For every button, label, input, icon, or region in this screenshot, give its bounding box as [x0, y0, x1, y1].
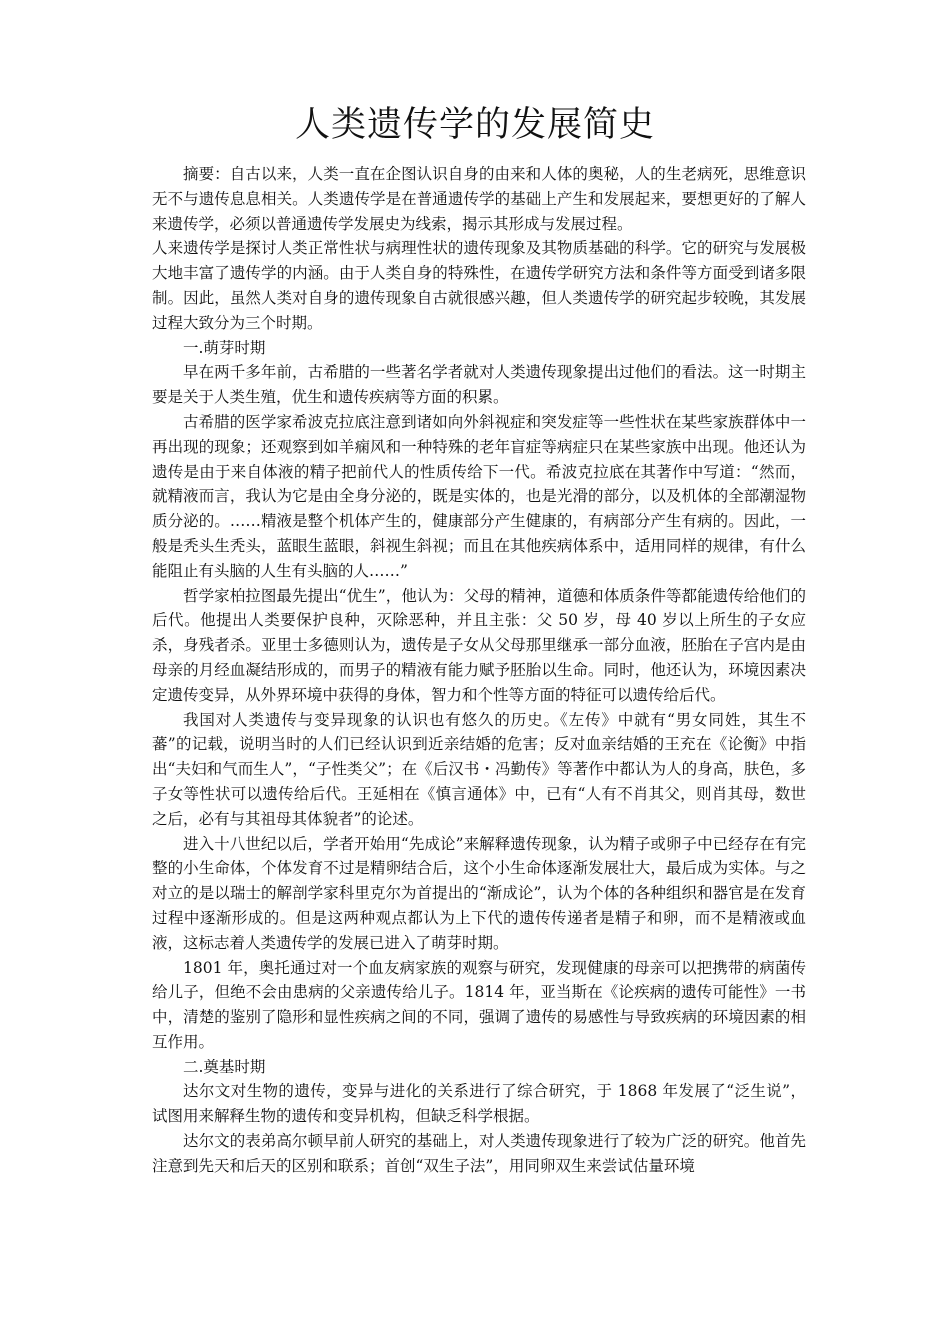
body-paragraph: 1801 年，奥托通过对一个血友病家族的观察与研究，发现健康的母亲可以把携带的病菌传给儿子，但绝不会由患病的父亲遗传给儿子。1814 年，亚当斯在《论疾病的遗传可能性》一书中，清楚的鉴别了隐形和显性疾病之间的不同，强调了遗传的易感性与导致疾病的环境因素的相互作用。 [152, 958, 806, 1051]
body-paragraph: 早在两千多年前，古希腊的一些著名学者就对人类遗传现象提出过他们的看法。这一时期主要是关于人类生殖，优生和遗传疾病等方面的积累。 [152, 363, 806, 407]
body-paragraph: 我国对人类遗传与变异现象的认识也有悠久的历史。《左传》中就有“男女同姓，其生不蕃”的记载，说明当时的人们已经认识到近亲结婚的危害；反对血亲结婚的王充在《论衡》中指出“夫妇和气而生人”，“子性类父”；在《后汉书・冯勤传》等著作中都认为人的身高，肤色，多子女等性状可以遗传给后代。王延相在《慎言通体》中，已有“人有不肖其父，则肖其母，数世之后，必有与其祖母其体貌者”的论述。 [152, 710, 806, 828]
body-paragraph: 哲学家柏拉图最先提出“优生”，他认为：父母的精神，道德和体质条件等都能遗传给他们的后代。他提出人类要保护良种，灭除恶种，并且主张：父 50 岁，母 40 岁以上所生的子女应杀，身残者杀。亚里士多德则认为，遗传是子女从父母那里继承一部分血液，胚胎在子宫内是由母亲的月经血凝结形成的，而男子的精液有能力赋予胚胎以生命。同时，他还认为，环境因素决定遗传变异，从外界环境中获得的身体，智力和个性等方面的特征可以遗传给后代。 [152, 586, 806, 704]
abstract-paragraph: 摘要：自古以来，人类一直在企图认识自身的由来和人体的奥秘，人的生老病死，思维意识无不与遗传息息相关。人类遗传学是在普通遗传学的基础上产生和发展起来，要想更好的了解人来遗传学，必须以普通遗传学发展史为线索，揭示其形成与发展过程。 [152, 165, 806, 233]
section-heading-budding-period: 一.萌芽时期 [183, 338, 266, 357]
body-paragraph: 进入十八世纪以后，学者开始用“先成论”来解释遗传现象，认为精子或卵子中已经存在有完整的小生命体，个体发育不过是精卵结合后，这个小生命体逐渐发展壮大，最后成为实体。与之对立的是以瑞士的解剖学家科里克尔为首提出的“渐成论”，认为个体的各种组织和器官是在发育过程中逐渐形成的。但是这两种观点都认为上下代的遗传传递者是精子和卵，而不是精液或血液，这标志着人类遗传学的发展已进入了萌芽时期。 [152, 834, 806, 952]
document-title: 人类遗传学的发展简史 [294, 105, 655, 145]
intro-paragraph: 人来遗传学是探讨人类正常性状与病理性状的遗传现象及其物质基础的科学。它的研究与发展极大地丰富了遗传学的内涵。由于人类自身的特殊性，在遗传学研究方法和条件等方面受到诸多限制。因此，虽然人类对自身的遗传现象自古就很感兴趣，但人类遗传学的研究起步较晚，其发展过程大致分为三个时期。 [152, 239, 806, 332]
document-body [152, 162, 806, 1179]
body-paragraph: 达尔文的表弟高尔顿早前人研究的基础上，对人类遗传现象进行了较为广泛的研究。他首先注意到先天和后天的区别和联系；首创“双生子法”，用同卵双生来尝试估量环境 [152, 1132, 806, 1175]
body-paragraph: 古希腊的医学家希波克拉底注意到诸如向外斜视症和突发症等一些性状在某些家族群体中一再出现的现象；还观察到如羊痫风和一种特殊的老年盲症等病症只在某些家族中出现。他还认为遗传是由于来自体液的精子把前代人的性质传给下一代。希波克拉底在其著作中写道：“然而，就精液而言，我认为它是由全身分泌的，既是实体的，也是光滑的部分，以及机体的全部潮湿物质分泌的。……精液是整个机体产生的，健康部分产生健康的，有病部分产生有病的。因此，一般是秃头生秃头，蓝眼生蓝眼，斜视生斜视；而且在其他疾病体系中，适用同样的规律，有什么能阻止有头脑的人生有头脑的人……” [152, 412, 806, 580]
section-heading-foundation-period: 二.奠基时期 [183, 1057, 266, 1076]
body-paragraph: 达尔文对生物的遗传，变异与进化的关系进行了综合研究，于 1868 年发展了“泛生说”，试图用来解释生物的遗传和变异机构，但缺乏科学根据。 [152, 1082, 806, 1126]
